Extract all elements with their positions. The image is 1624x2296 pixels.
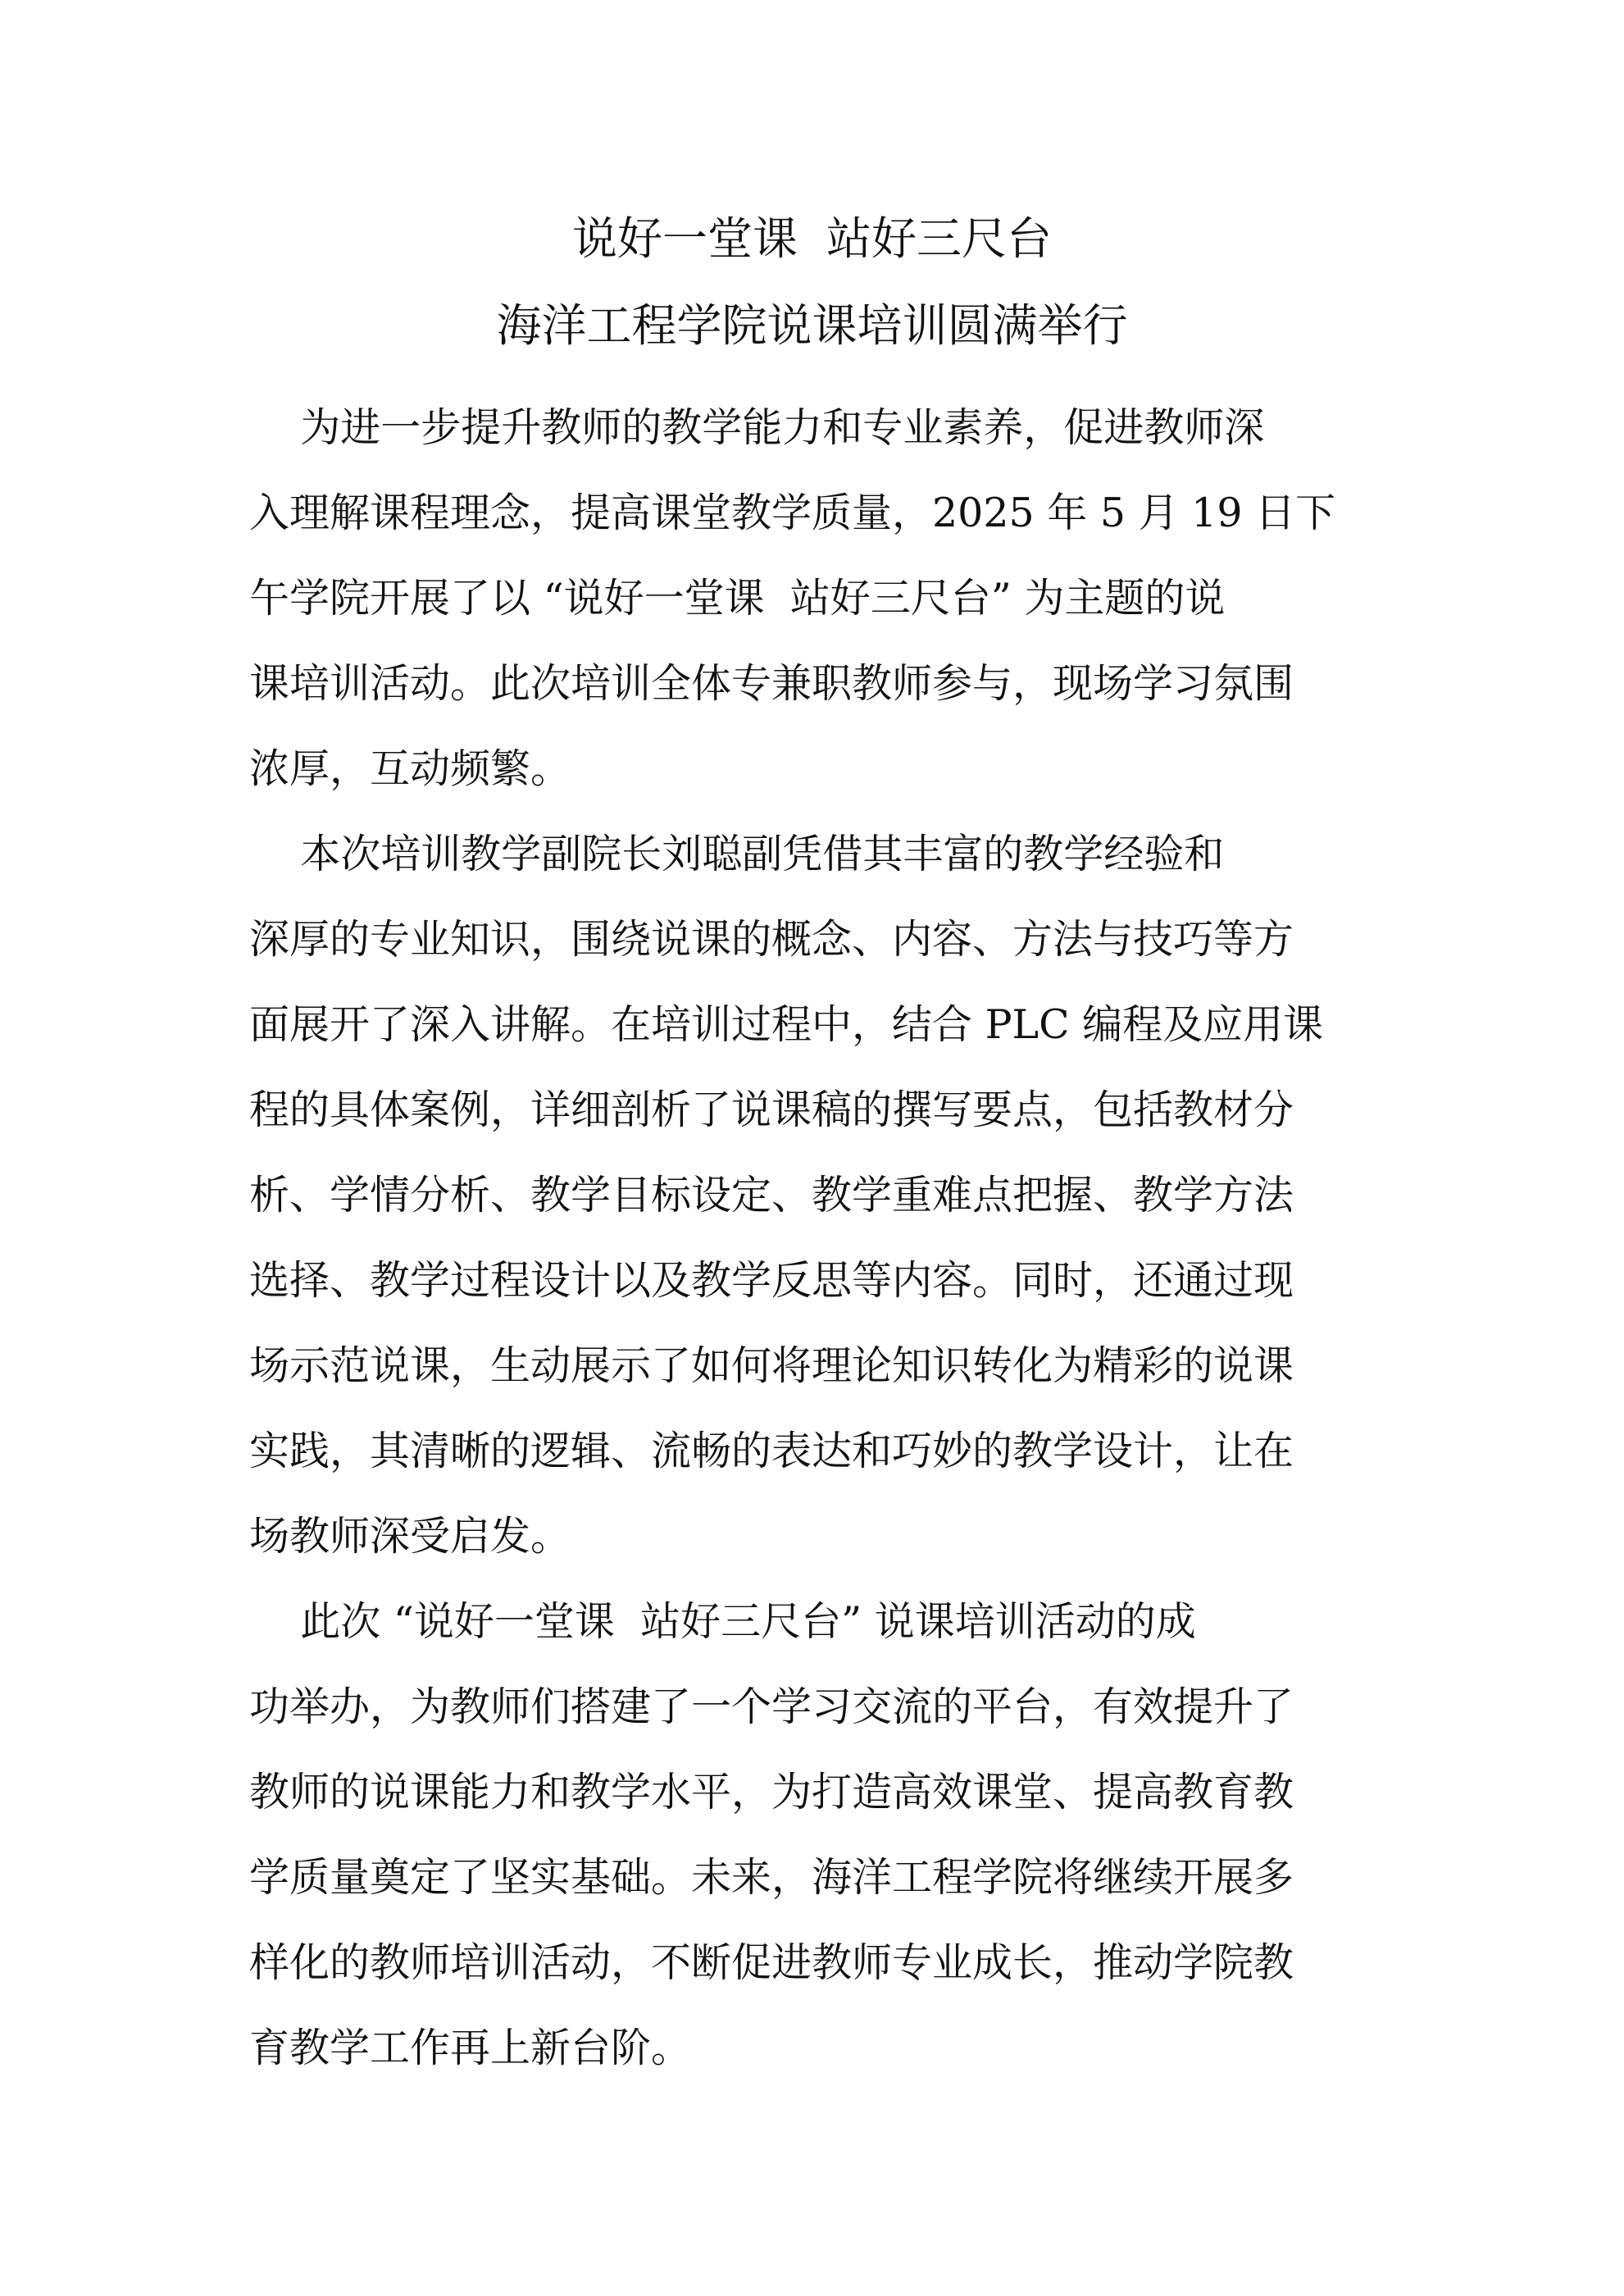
paragraph-line: 午学院开展了以 “说好一堂课 站好三尺台” 为主题的说: [249, 575, 1226, 622]
paragraph-1: [249, 385, 1397, 812]
paragraph-line: 此次 “说好一堂课 站好三尺台” 说课培训活动的成: [249, 1598, 1196, 1645]
paragraph-line: 为进一步提升教师的教学能力和专业素养，促进教师深: [249, 404, 1265, 451]
paragraph-line: 选择、教学过程设计以及教学反思等内容。同时，还通过现: [249, 1257, 1294, 1304]
paragraph-3: [249, 1579, 1397, 2091]
paragraph-line: 实践，其清晰的逻辑、流畅的表达和巧妙的教学设计，让在: [249, 1428, 1294, 1474]
document-subtitle: 海洋工程学院说课培训圆满举行: [496, 299, 1128, 352]
document-title: 说好一堂课 站好三尺台: [572, 212, 1052, 265]
paragraph-line: 析、学情分析、教学目标设定、教学重难点把握、教学方法: [249, 1172, 1294, 1219]
paragraph-line: 样化的教师培训活动，不断促进教师专业成长，推动学院教: [249, 1939, 1294, 1986]
paragraph-line: 教师的说课能力和教学水平，为打造高效课堂、提高教育教: [249, 1769, 1294, 1815]
paragraph-line: 学质量奠定了坚实基础。未来，海洋工程学院将继续开展多: [249, 1854, 1294, 1901]
document-body: [249, 385, 1397, 2091]
paragraph-line: 面展开了深入讲解。在培训过程中，结合 PLC 编程及应用课: [249, 1001, 1324, 1048]
paragraph-line: 入理解课程理念，提高课堂教学质量，2025 年 5 月 19 日下: [249, 490, 1336, 536]
paragraph-2: [249, 812, 1397, 1579]
paragraph-line: 本次培训教学副院长刘聪副凭借其丰富的教学经验和: [249, 831, 1225, 877]
paragraph-line: 场教师深受启发。: [249, 1513, 571, 1560]
paragraph-line: 程的具体案例，详细剖析了说课稿的撰写要点，包括教材分: [249, 1086, 1294, 1133]
paragraph-line: 育教学工作再上新台阶。: [249, 2025, 692, 2071]
paragraph-line: 课培训活动。此次培训全体专兼职教师参与，现场学习氛围: [249, 660, 1294, 707]
paragraph-line: 深厚的专业知识，围绕说课的概念、内容、方法与技巧等方: [249, 916, 1294, 963]
paragraph-line: 浓厚，互动频繁。: [249, 745, 571, 792]
paragraph-line: 功举办，为教师们搭建了一个学习交流的平台，有效提升了: [249, 1683, 1294, 1730]
paragraph-line: 场示范说课，生动展示了如何将理论知识转化为精彩的说课: [249, 1342, 1294, 1389]
